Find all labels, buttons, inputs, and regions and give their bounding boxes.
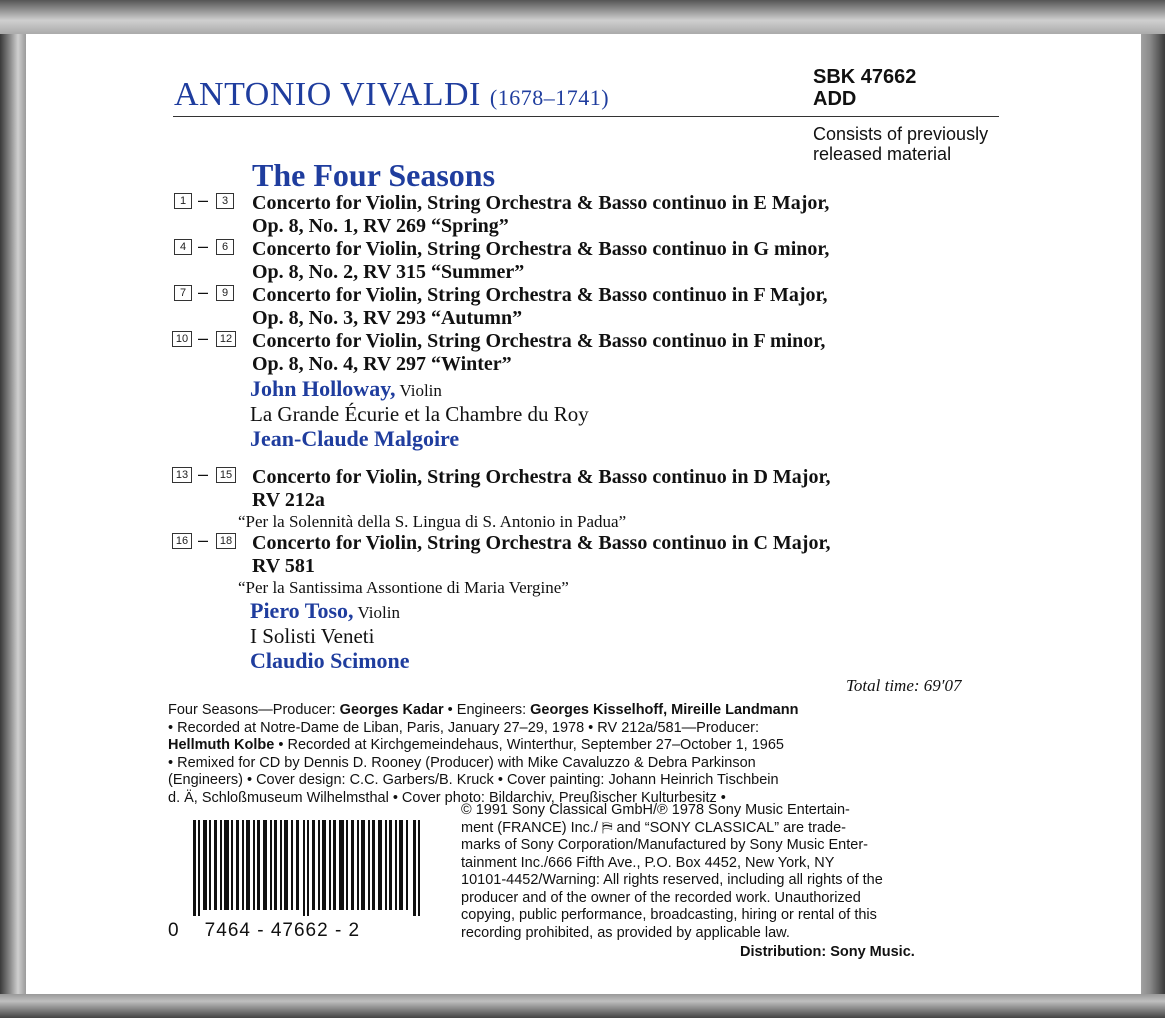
soloist-credit — [250, 598, 400, 624]
legal-line: marks of Sony Corporation/Manufactured by Sony Music Enter- — [461, 837, 868, 853]
track-number-box: 9 — [216, 285, 234, 301]
track-title-line: Concerto for Violin, String Orchestra & Basso continuo in F Major, — [252, 284, 828, 306]
track-title-line: Op. 8, No. 2, RV 315 “Summer” — [252, 261, 525, 283]
track-range-dash: – — [198, 464, 209, 484]
track-title — [252, 192, 829, 238]
track-title — [252, 532, 831, 578]
track-number-box: 13 — [172, 467, 192, 483]
track-title-line: Concerto for Violin, String Orchestra & Basso continuo in G minor, — [252, 238, 830, 260]
release-note-line: released material — [813, 144, 952, 164]
track-subtitle: “Per la Santissima Assontione di Maria Vergine” — [238, 578, 569, 597]
soloist-name: John Holloway, — [250, 376, 396, 401]
track-number-box: 16 — [172, 533, 192, 549]
conductor-name: Jean-Claude Malgoire — [250, 426, 460, 451]
catalog-block — [813, 66, 916, 110]
track-range-dash: – — [198, 282, 209, 302]
recording-code: ADD — [813, 88, 857, 110]
track-title-line: Op. 8, No. 1, RV 269 “Spring” — [252, 215, 509, 237]
track-number-box: 3 — [216, 193, 234, 209]
credits-name: Georges Kadar — [339, 702, 444, 718]
credits-line: d. Ä, Schloßmuseum Wilhelmsthal • Cover photo: Bildarchiv, Preußischer Kulturbesitz • — [168, 789, 726, 806]
credits-line: (Engineers) • Cover design: C.C. Garbers/B. Kruck • Cover painting: Johann Heinrich Tischbein — [168, 772, 779, 788]
case-bottom-edge — [0, 994, 1165, 1018]
composer-heading — [174, 76, 609, 114]
case-top-edge — [0, 0, 1165, 34]
track-number-box: 6 — [216, 239, 234, 255]
credits-line — [168, 702, 798, 720]
track-title-line: Concerto for Violin, String Orchestra & Basso continuo in F minor, — [252, 330, 826, 352]
credits-name: Hellmuth Kolbe — [168, 737, 275, 753]
legal-line: 10101-4452/Warning: All rights reserved, including all rights of the — [461, 872, 883, 888]
credits-line — [168, 737, 798, 755]
track-number-box: 12 — [216, 331, 236, 347]
track-range-dash: – — [198, 236, 209, 256]
track-range-dash: – — [198, 530, 209, 550]
track-title — [252, 284, 828, 330]
conductor-name: Claudio Scimone — [250, 648, 410, 673]
composer-name: ANTONIO VIVALDI — [174, 76, 481, 113]
soloist-name: Piero Toso, — [250, 598, 354, 623]
legal-line: copying, public performance, broadcasting, hiring or rental of this — [461, 907, 877, 923]
track-title — [252, 238, 829, 284]
track-number-box: 15 — [216, 467, 236, 483]
barcode-number: 0 7464 - 47662 - 2 — [168, 920, 361, 941]
production-credits — [168, 702, 798, 807]
legal-line: ment (FRANCE) Inc./ ⛿ and “SONY CLASSICAL” are trade- — [461, 819, 846, 836]
track-number-box: 4 — [174, 239, 192, 255]
track-title-line: RV 212a — [252, 489, 325, 511]
credits-text: • Engineers: — [443, 702, 531, 718]
barcode-icon — [193, 820, 421, 916]
legal-line: © 1991 Sony Classical GmbH/℗ 1978 Sony Music Entertain- — [461, 802, 850, 818]
track-title — [252, 330, 825, 376]
track-number-box: 10 — [172, 331, 192, 347]
legal-notice — [461, 802, 883, 942]
credits-line: • Remixed for CD by Dennis D. Rooney (Producer) with Mike Cavaluzzo & Debra Parkinson — [168, 754, 756, 771]
distribution: Distribution: Sony Music. — [740, 944, 915, 960]
credits-line: • Recorded at Notre-Dame de Liban, Paris, January 27–29, 1978 • RV 212a/581—Producer: — [168, 719, 760, 736]
credits-text: Four Seasons—Producer: — [168, 702, 340, 718]
credits-name: Georges Kisselhoff, Mireille Landmann — [530, 702, 799, 718]
ensemble-name: I Solisti Veneti — [250, 624, 375, 648]
track-title-line: Concerto for Violin, String Orchestra & Basso continuo in C Major, — [252, 532, 831, 554]
track-number-box: 1 — [174, 193, 192, 209]
legal-line: recording prohibited, as provided by applicable law. — [461, 924, 790, 941]
composer-dates: (1678–1741) — [489, 85, 610, 110]
soloist-role: Violin — [357, 603, 400, 622]
soloist-role: Violin — [399, 381, 442, 400]
track-number-box: 18 — [216, 533, 236, 549]
total-time: Total time: 69′07 — [846, 676, 962, 695]
track-title-line: Concerto for Violin, String Orchestra & Basso continuo in D Major, — [252, 466, 831, 488]
legal-line: tainment Inc./666 Fifth Ave., P.O. Box 4452, New York, NY — [461, 854, 835, 871]
track-title-line: Concerto for Violin, String Orchestra & Basso continuo in E Major, — [252, 192, 830, 214]
work-title: The Four Seasons — [252, 157, 496, 193]
release-note-line: Consists of previously — [813, 124, 989, 144]
track-range-dash: – — [198, 328, 209, 348]
track-title — [252, 466, 831, 512]
legal-line: producer and of the owner of the recorded work. Unauthorized — [461, 889, 861, 906]
catalog-rule — [813, 116, 999, 117]
track-number-box: 7 — [174, 285, 192, 301]
track-title-line: Op. 8, No. 4, RV 297 “Winter” — [252, 353, 512, 375]
catalog-number: SBK 47662 — [813, 66, 917, 88]
track-title-line: RV 581 — [252, 555, 315, 577]
back-insert — [26, 34, 1141, 994]
track-title-line: Op. 8, No. 3, RV 293 “Autumn” — [252, 307, 523, 329]
soloist-credit — [250, 376, 442, 402]
track-subtitle: “Per la Solennità della S. Lingua di S. Antonio in Padua” — [238, 512, 627, 531]
ensemble-name: La Grande Écurie et la Chambre du Roy — [250, 402, 589, 426]
track-range-dash: – — [198, 190, 209, 210]
credits-text: • Recorded at Kirchgemeindehaus, Winterthur, September 27–October 1, 1965 — [274, 737, 784, 753]
release-note — [813, 124, 988, 164]
